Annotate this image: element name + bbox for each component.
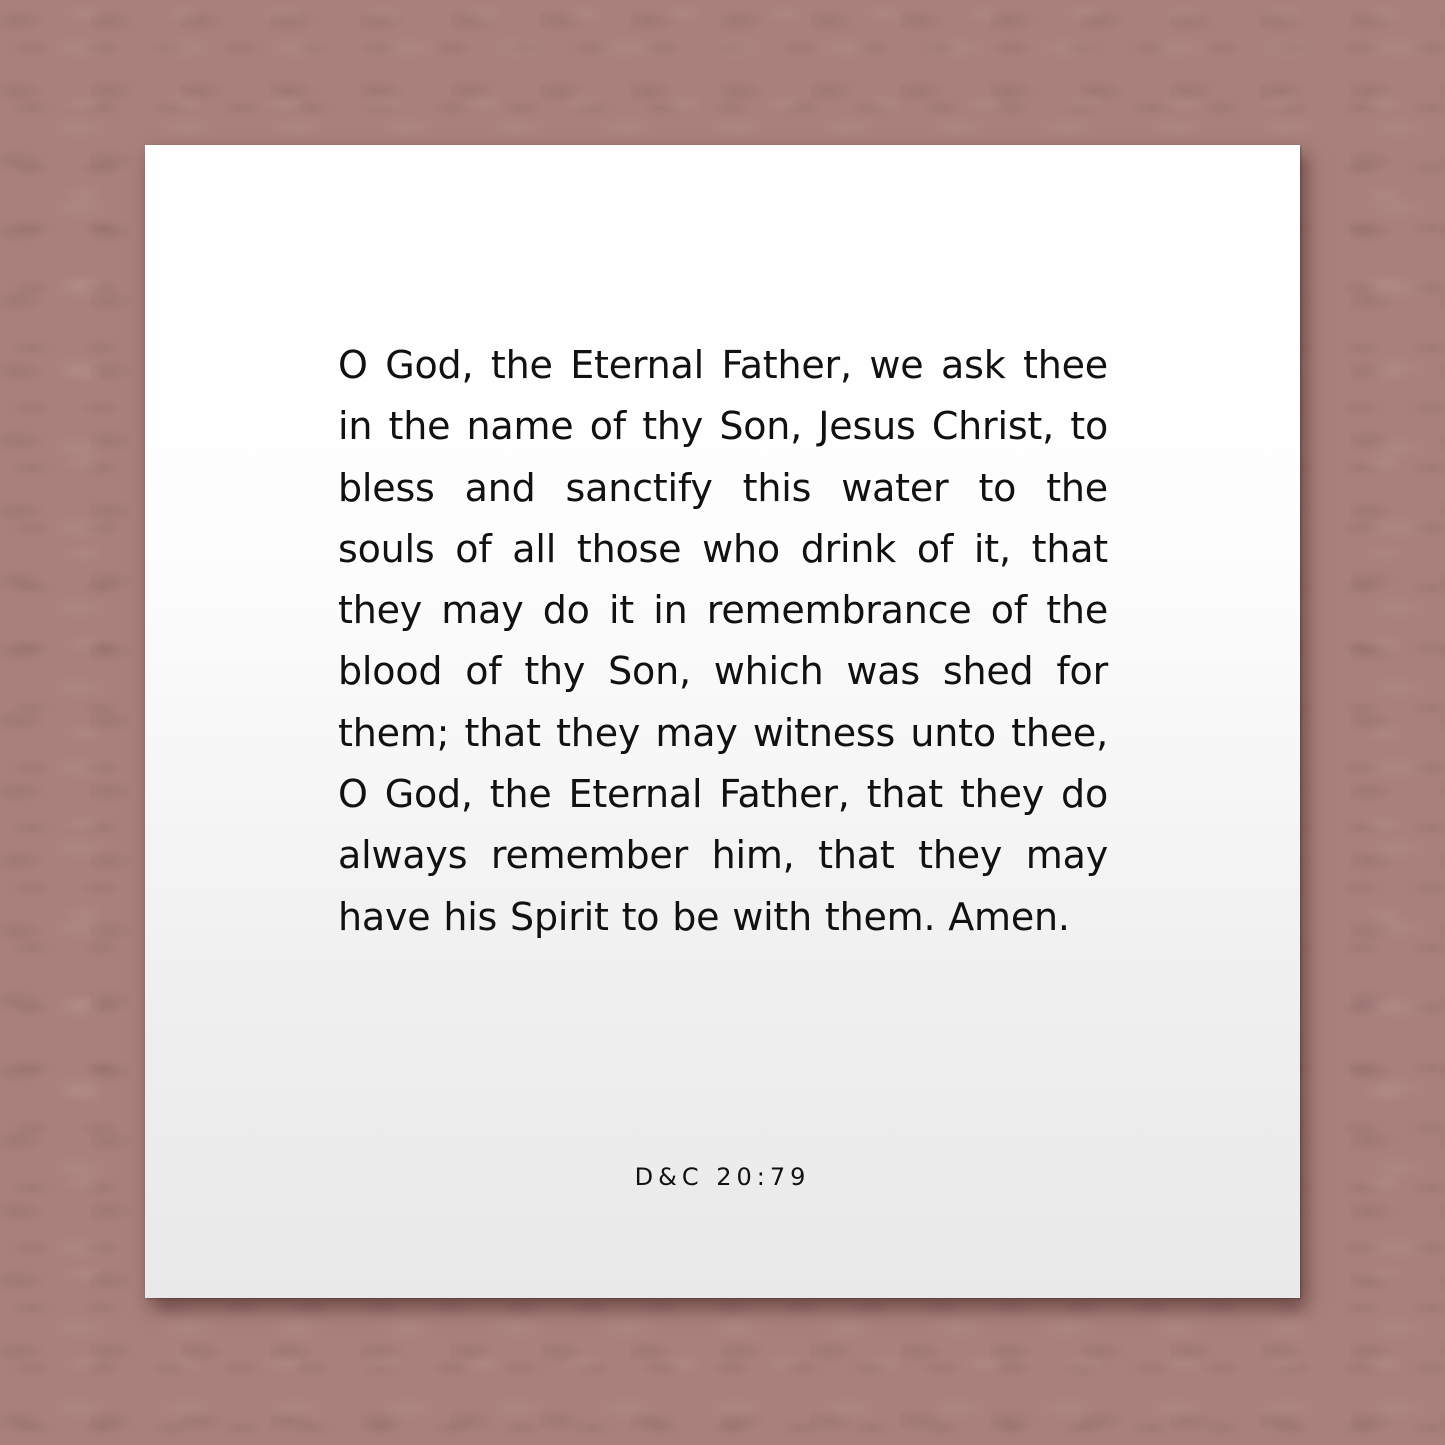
scripture-reference: D&C 20:79 <box>634 1163 811 1191</box>
scripture-quote: O God, the Eternal Father, we ask thee in the name of thy Son, Jesus Christ, to bless and sanctify this water to the souls of all those who drink of it, that they may do it in remembrance of the blood of thy Son, which was shed for them; that they may witness unto thee, O God, the Eternal Father, that they do always remember him, that they may have his Spirit to be with them. Amen. <box>338 343 1108 939</box>
scripture-card <box>145 145 1300 1298</box>
